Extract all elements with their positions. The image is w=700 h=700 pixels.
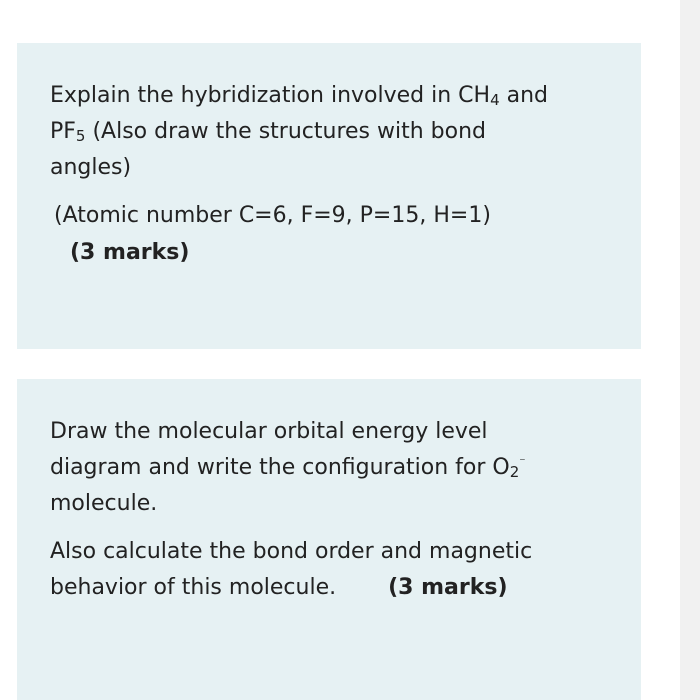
question1-line2-text: (Also draw the structures with bond xyxy=(85,119,486,144)
question2-line5 xyxy=(50,570,508,606)
question-card-hybridization xyxy=(17,43,641,349)
question2-line3: molecule. xyxy=(50,491,158,516)
o2-subscript: 2 xyxy=(509,463,520,481)
pf5-subscript: 5 xyxy=(75,127,86,145)
question2-line5-text: behavior of this molecule. xyxy=(50,575,337,600)
ch4-subscript: 4 xyxy=(490,91,500,109)
question2-line4: Also calculate the bond order and magnetic xyxy=(50,539,533,564)
o2-charge-superscript: ⁻ xyxy=(519,454,526,468)
question1-marks: (3 marks) xyxy=(70,240,190,265)
right-edge-strip xyxy=(680,0,700,700)
question2-line2-text: diagram and write the configuration for O xyxy=(50,455,510,480)
question-card-molecular-orbital xyxy=(17,379,641,700)
question2-marks: (3 marks) xyxy=(388,575,508,600)
pf5-formula: PF xyxy=(50,119,76,144)
question2-line2 xyxy=(50,450,526,486)
question1-line3: angles) xyxy=(50,155,132,180)
atomic-number-note: (Atomic number C=6, F=9, P=15, H=1) xyxy=(54,203,491,228)
question1-line1-tail: and xyxy=(499,83,549,108)
question1-line1-text: Explain the hybridization involved in CH xyxy=(50,83,491,108)
question2-line1: Draw the molecular orbital energy level xyxy=(50,419,488,444)
question1-line1 xyxy=(50,78,548,114)
question1-line2 xyxy=(50,114,486,150)
